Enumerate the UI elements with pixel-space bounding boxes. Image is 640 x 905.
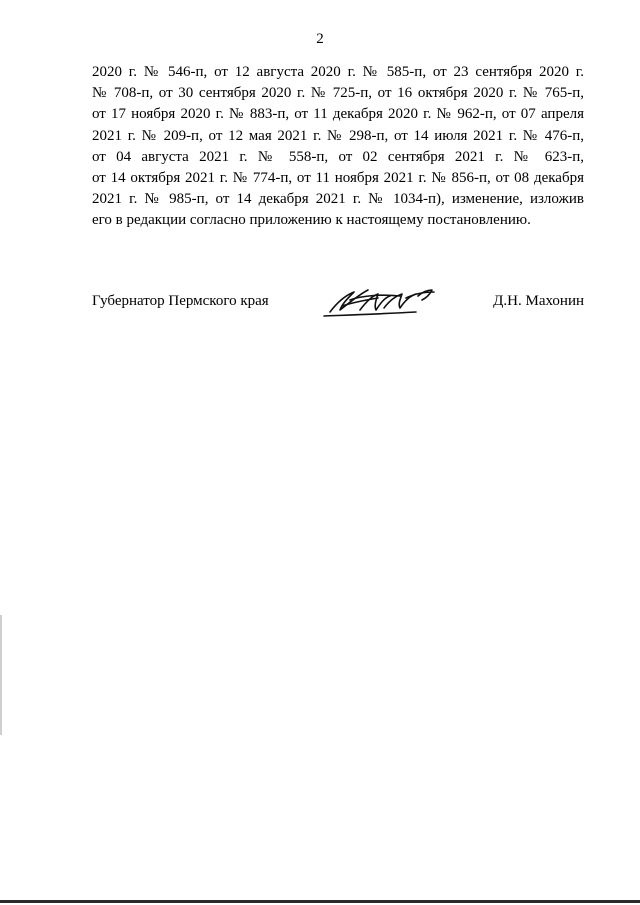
body-paragraph [92,62,584,232]
page-number: 2 [316,31,324,47]
page-bottom-edge [0,900,640,903]
body-line: 2021 г. № 985-п, от 14 декабря 2021 г. № 1034-п), изменение, изложив [92,191,584,208]
signatory-title: Губернатор Пермского края [92,293,269,309]
body-line: от 17 ноября 2020 г. № 883-п, от 11 декабря 2020 г. № 962-п, от 07 апреля [92,106,584,123]
handwritten-signature [320,282,440,324]
scan-edge-mark [0,615,2,735]
body-line: от 04 августа 2021 г. № 558-п, от 02 сентября 2021 г. № 623-п, [92,148,584,165]
signatory-name: Д.Н. Махонин [493,293,584,309]
body-line: от 14 октября 2021 г. № 774-п, от 11 ноября 2021 г. № 856-п, от 08 декабря [92,170,584,187]
body-line: 2021 г. № 209-п, от 12 мая 2021 г. № 298-п, от 14 июля 2021 г. № 476-п, [92,127,584,144]
body-line: 2020 г. № 546-п, от 12 августа 2020 г. № 585-п, от 23 сентября 2020 г. [92,64,584,80]
body-line: его в редакции согласно приложению к настоящему постановлению. [92,212,531,229]
body-line: № 708-п, от 30 сентября 2020 г. № 725-п, от 16 октября 2020 г. № 765-п, [92,85,584,102]
